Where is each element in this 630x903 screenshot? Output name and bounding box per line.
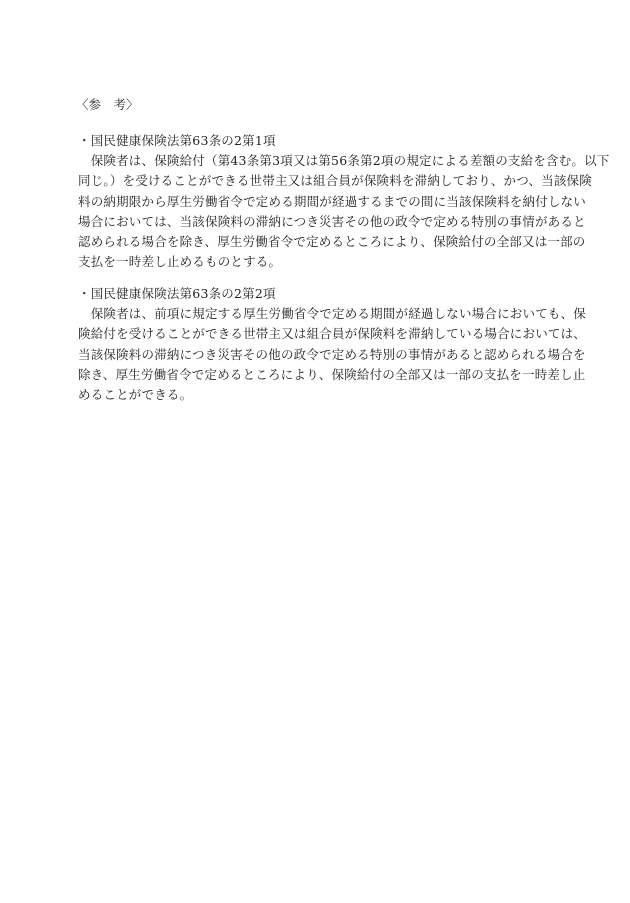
body-line: 当該保険料の滞納につき災害その他の政令で定める特別の事情があると認められる場合を	[78, 346, 586, 362]
body-line: めることができる。	[78, 386, 193, 402]
body-line: 支払を一時差し止めるものとする。	[78, 254, 282, 270]
body-line: 険給付を受けることができる世帯主又は組合員が保険料を滞納している場合においては、	[78, 326, 587, 342]
body-line: 保険者は、前項に規定する厚生労働省令で定める期間が経過しない場合においても、保	[78, 306, 587, 322]
body-line: 場合においては、当該保険料の滞納につき災害その他の政令で定める特別の事情があると	[78, 213, 586, 229]
body-line: 料の納期限から厚生労働省令で定める期間が経過するまでの間に当該保険料を納付しない	[78, 193, 587, 209]
body-line: 同じ。）を受けることができる世帯主又は組合員が保険料を滞納しており、かつ、当該保険	[78, 173, 592, 189]
section-heading: ・国民健康保険法第63条の2第1項	[78, 133, 276, 148]
section-article-63-2-paragraph-1	[78, 131, 610, 272]
reference-label: 〈参 考〉	[76, 97, 139, 112]
section-heading: ・国民健康保険法第63条の2第2項	[78, 286, 276, 301]
section-article-63-2-paragraph-2	[78, 284, 587, 405]
body-line: 保険者は、保険給付（第43条第3項又は第56条第2項の規定による差額の支給を含む。以下	[78, 153, 610, 169]
body-line: 除き、厚生労働省令で定めるところにより、保険給付の全部又は一部の支払を一時差し止	[78, 366, 586, 382]
body-line: 認められる場合を除き、厚生労働省令で定めるところにより、保険給付の全部又は一部の	[78, 233, 586, 249]
